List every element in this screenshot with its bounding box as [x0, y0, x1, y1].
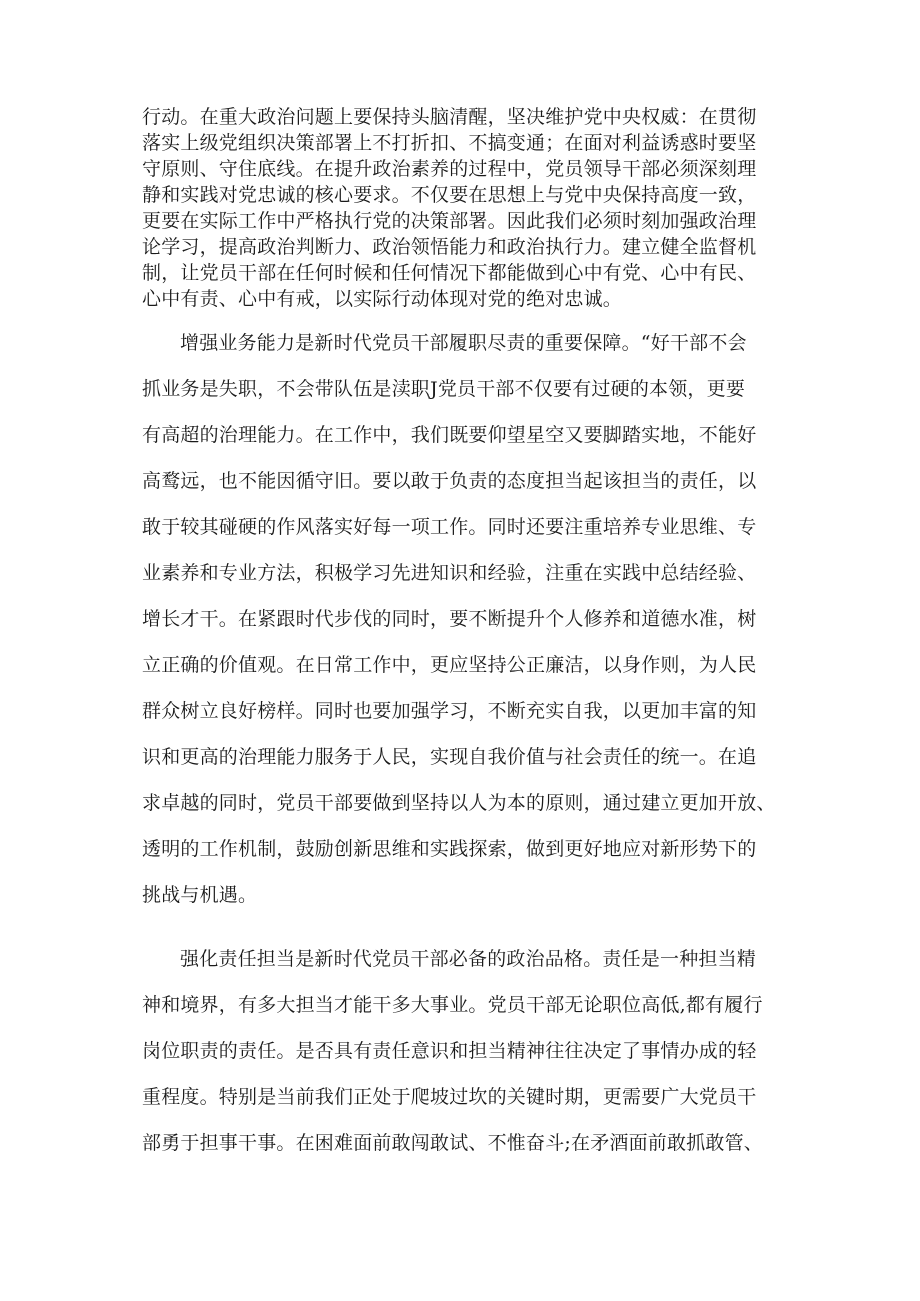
text-line: 业素养和专业方法，积极学习先进知识和经验，注重在实践中总结经验、 [142, 562, 757, 584]
text-line: 部勇于担事干事。在困难面前敢闯敢试、不惟奋斗;在矛酒面前敢抓敢管、 [142, 1132, 764, 1154]
text-line: 静和实践对党忠诚的核心要求。不仅要在思想上与党中央保持高度一致， [142, 184, 757, 206]
text-line: 强化责任担当是新时代党员干部必备的政治品格。责任是一种担当精 [180, 948, 757, 970]
text-line: 心中有责、心中有戒，以实际行动体现对党的绝对忠诚。 [142, 288, 623, 310]
text-line: 透明的工作机制，鼓励创新思维和实践探索，做到更好地应对新形势下的 [142, 838, 757, 860]
text-line: 更要在实际工作中严格执行党的决策部署。因此我们必须时刻加强政治理 [142, 210, 757, 232]
text-line: 群众树立良好榜样。同时也要加强学习，不断充实自我，以更加丰富的知 [142, 700, 757, 722]
text-line: 守原则、守住底线。在提升政治素养的过程中，党员领导干部必须深刻理 [142, 158, 757, 180]
text-line: 敢于较其碰硬的作风落实好每一项工作。同时还要注重培养专业思维、专 [142, 516, 757, 538]
text-line: 制，让党员干部在任何时候和任何情况下都能做到心中有党、心中有民、 [142, 262, 757, 284]
text-line: 挑战与机遇。 [142, 884, 258, 906]
text-line: 立正确的价值观。在日常工作中，更应坚持公正廉洁，以身作则，为人民 [142, 654, 757, 676]
text-line: 岗位职责的责任。是否具有责任意识和担当精神往往决定了事情办成的轻 [142, 1040, 757, 1062]
text-line: 识和更高的治理能力服务于人民，实现自我价值与社会责任的统一。在追 [142, 746, 757, 768]
text-line: 行动。在重大政治问题上要保持头脑清醒，坚决维护党中央权威：在贯彻 [142, 106, 757, 128]
text-line: 落实上级党组织决策部署上不打折扣、不搞变通；在面对利益诱惑时要坚 [142, 132, 757, 154]
text-line: 高鹜远，也不能因循守旧。要以敢于负责的态度担当起该担当的责任，以 [142, 470, 757, 492]
text-line: 重程度。特别是当前我们正处于爬坡过坎的关键时期，更需要广大党员干 [142, 1086, 757, 1108]
text-line: 求卓越的同时，党员干部要做到坚持以人为本的原则，通过建立更加开放、 [142, 792, 776, 814]
text-line: 增长才干。在紧跟时代步伐的同时，要不断提升个人修养和道德水准，树 [142, 608, 757, 630]
text-line: 神和境界，有多大担当才能干多大事业。党员干部无论职位高低,都有履行 [142, 994, 763, 1016]
text-line: 论学习，提高政治判断力、政治领悟能力和政治执行力。建立健全监督机 [142, 236, 757, 258]
text-line: 有高超的治理能力。在工作中，我们既要仰望星空又要脚踏实地，不能好 [142, 424, 757, 446]
text-line: 增强业务能力是新时代党员干部履职尽责的重要保障。“好干部不会 [180, 332, 747, 354]
text-line: 抓业务是失职，不会带队伍是渎职J党员干部不仅要有过硬的本领，更要 [142, 378, 746, 400]
